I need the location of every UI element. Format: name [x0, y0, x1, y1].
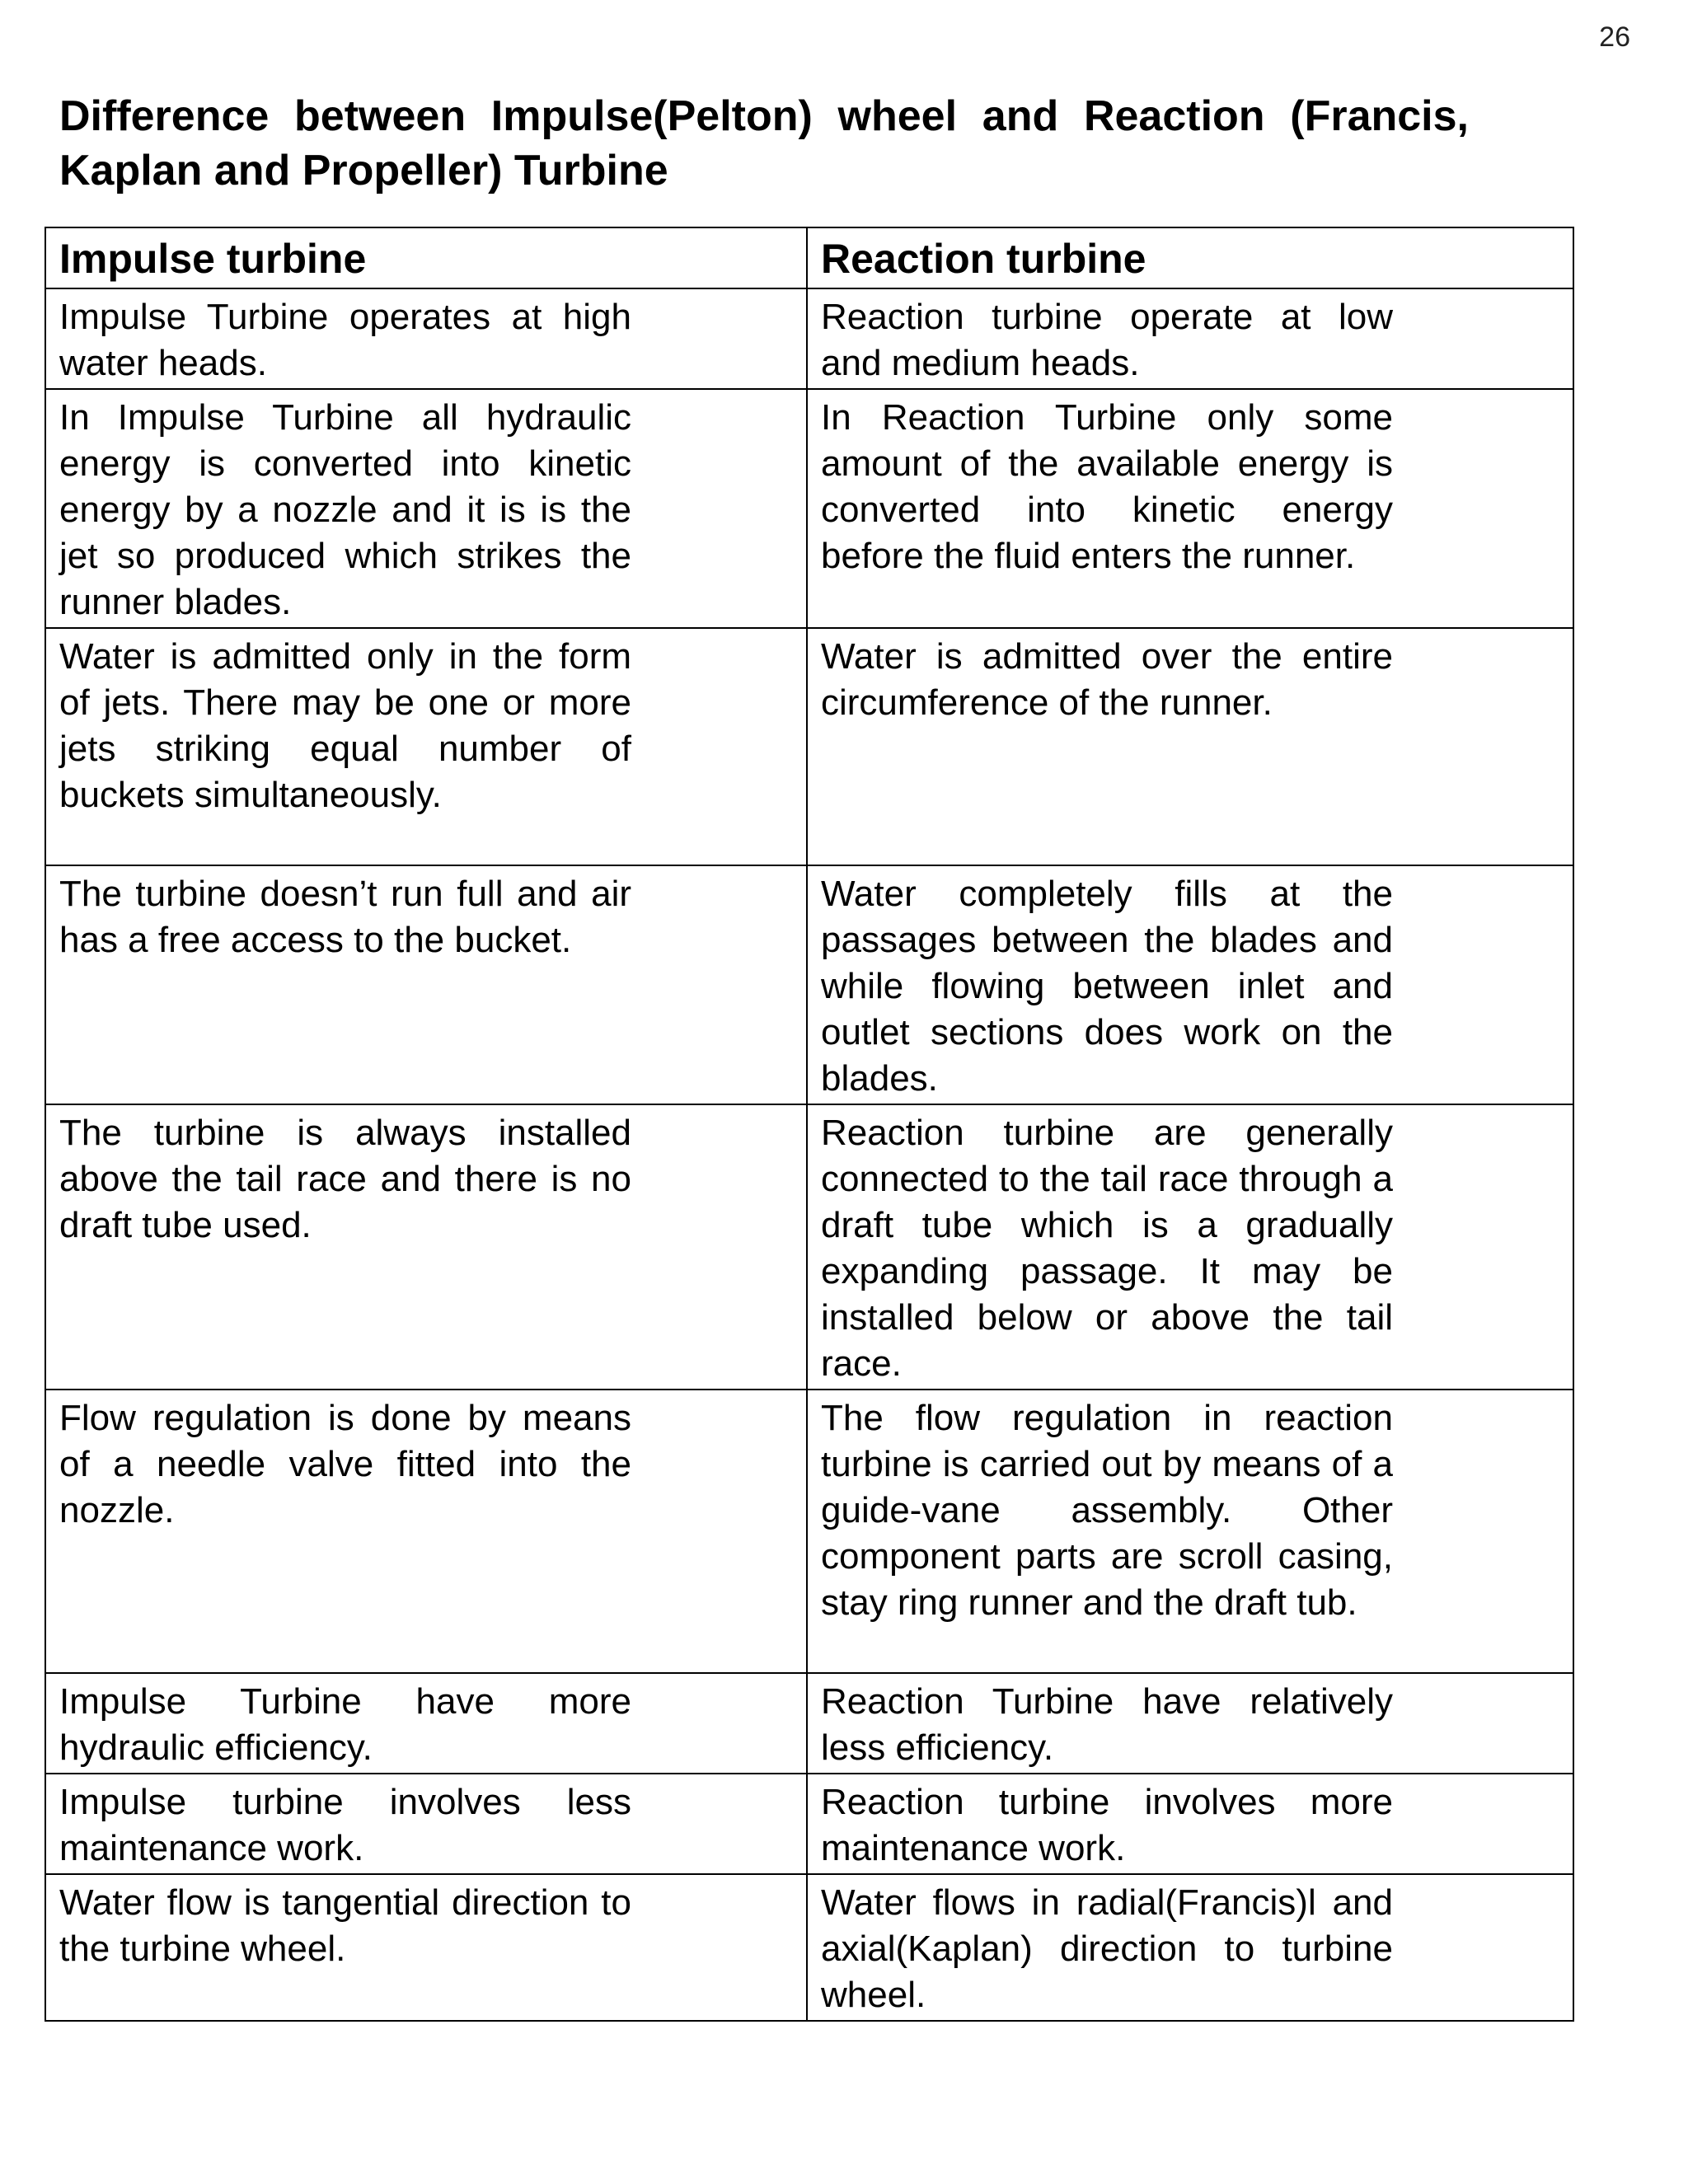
impulse-cell — [45, 865, 807, 1104]
table-row — [45, 865, 1573, 1104]
impulse-cell — [45, 1874, 807, 2021]
reaction-cell — [807, 865, 1573, 1104]
cell-text: In Impulse Turbine all hydraulic energy is converted into kinetic energy by a nozzle and it is is the jet so produced which strikes the runner blades. — [59, 397, 631, 622]
cell-text: The turbine doesn’t run full and air has a free access to the bucket. — [59, 874, 631, 960]
cell-text: Reaction turbine are generally connected to the tail race through a draft tube which is a gradually expanding passage. It may be installed below or above the tail race. — [821, 1113, 1393, 1384]
reaction-cell — [807, 389, 1573, 628]
cell-text: Water flow is tangential direction to the turbine wheel. — [59, 1882, 631, 1969]
cell-text: Reaction turbine operate at low and medium heads. — [821, 297, 1393, 383]
table-row — [45, 1774, 1573, 1874]
impulse-cell — [45, 1104, 807, 1390]
cell-text: Impulse Turbine operates at high water heads. — [59, 297, 631, 383]
cell-text: Water is admitted over the entire circumference of the runner. — [821, 636, 1393, 723]
comparison-table — [45, 227, 1574, 2022]
header-reaction-turbine: Reaction turbine — [807, 227, 1573, 288]
impulse-cell — [45, 389, 807, 628]
impulse-cell — [45, 628, 807, 865]
cell-text: Impulse Turbine have more hydraulic efficiency. — [59, 1681, 631, 1768]
table-row — [45, 628, 1573, 865]
table-row — [45, 389, 1573, 628]
cell-text: The turbine is always installed above the tail race and there is no draft tube used. — [59, 1113, 631, 1245]
cell-text: Flow regulation is done by means of a needle valve fitted into the nozzle. — [59, 1398, 631, 1530]
reaction-cell — [807, 1104, 1573, 1390]
reaction-cell — [807, 628, 1573, 865]
impulse-cell — [45, 1774, 807, 1874]
table-row — [45, 1673, 1573, 1774]
cell-text: In Reaction Turbine only some amount of the available energy is converted into kinetic energy before the fluid enters the runner. — [821, 397, 1393, 576]
table-row — [45, 1874, 1573, 2021]
cell-text: Water is admitted only in the form of jets. There may be one or more jets striking equal number of buckets simultaneously. — [59, 636, 631, 815]
reaction-cell — [807, 1390, 1573, 1673]
page-number: 26 — [1599, 21, 1630, 53]
table-row — [45, 288, 1573, 389]
cell-text: Water completely fills at the passages between the blades and while flowing between inlet and outlet sections does work on the blades. — [821, 874, 1393, 1099]
table-header-row — [45, 227, 1573, 288]
page-title: Difference between Impulse(Pelton) wheel and Reaction (Francis, Kaplan and Propeller) Turbine — [59, 92, 1469, 194]
reaction-cell — [807, 1874, 1573, 2021]
table-row — [45, 1104, 1573, 1390]
impulse-cell — [45, 288, 807, 389]
reaction-cell — [807, 1774, 1573, 1874]
cell-text: Reaction turbine involves more maintenance work. — [821, 1782, 1393, 1868]
impulse-cell — [45, 1673, 807, 1774]
table-row — [45, 1390, 1573, 1673]
header-impulse-turbine: Impulse turbine — [45, 227, 807, 288]
cell-text: Reaction Turbine have relatively less efficiency. — [821, 1681, 1393, 1768]
cell-text: The flow regulation in reaction turbine is carried out by means of a guide-vane assembly. Other component parts are scroll casing, stay ring runner and the draft tub. — [821, 1398, 1393, 1623]
cell-text: Impulse turbine involves less maintenance work. — [59, 1782, 631, 1868]
reaction-cell — [807, 288, 1573, 389]
impulse-cell — [45, 1390, 807, 1673]
cell-text: Water flows in radial(Francis)l and axial(Kaplan) direction to turbine wheel. — [821, 1882, 1393, 2015]
reaction-cell — [807, 1673, 1573, 1774]
